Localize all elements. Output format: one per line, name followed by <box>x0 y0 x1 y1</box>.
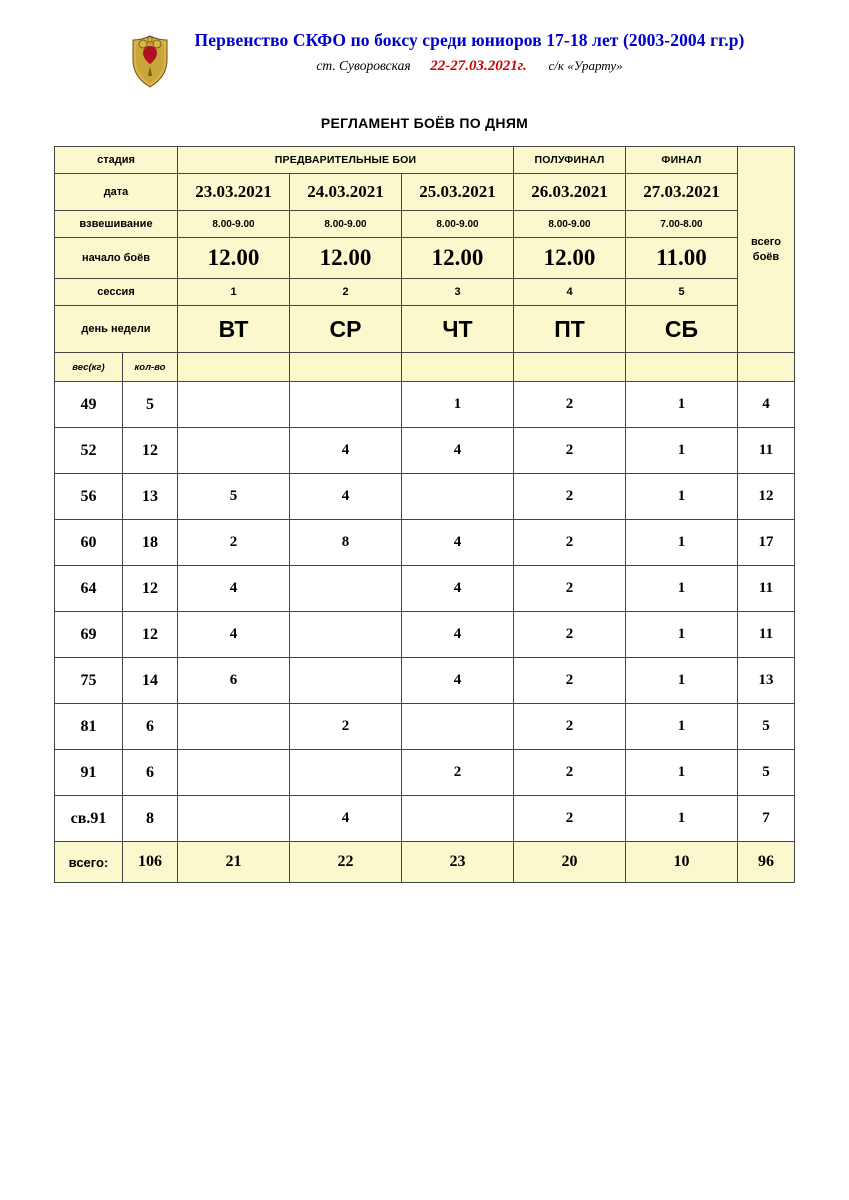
event-title: Первенство СКФО по боксу среди юниоров 17-18 лет (2003-2004 гг.р) <box>194 30 745 50</box>
row-count: 6 <box>122 750 177 796</box>
row-bouts-day3: 4 <box>402 428 514 474</box>
table-row <box>54 566 794 612</box>
row-weight: 56 <box>54 474 122 520</box>
day-start-5: 11.00 <box>626 238 738 279</box>
label-date: дата <box>54 174 177 211</box>
row-bouts-day2 <box>290 566 402 612</box>
row-bouts-day5: 1 <box>626 382 738 428</box>
row-bouts-day3: 4 <box>402 658 514 704</box>
row-bouts-day5: 1 <box>626 520 738 566</box>
bouts-schedule-table <box>54 146 795 883</box>
summary-total: 96 <box>738 842 795 883</box>
row-total: 17 <box>738 520 795 566</box>
table-row-stage <box>54 147 794 174</box>
table-row-summary <box>54 842 794 883</box>
day-weighin-4: 8.00-9.00 <box>514 211 626 238</box>
day-date-2: 24.03.2021 <box>290 174 402 211</box>
summary-day1: 21 <box>178 842 290 883</box>
row-total: 4 <box>738 382 795 428</box>
table-row-date <box>54 174 794 211</box>
row-bouts-day2: 4 <box>290 474 402 520</box>
summary-day3: 23 <box>402 842 514 883</box>
table-row-units <box>54 353 794 382</box>
row-bouts-day4: 2 <box>514 750 626 796</box>
row-bouts-day3: 4 <box>402 566 514 612</box>
label-start: начало боёв <box>54 238 177 279</box>
row-bouts-day3: 4 <box>402 520 514 566</box>
day-date-4: 26.03.2021 <box>514 174 626 211</box>
table-row <box>54 612 794 658</box>
row-bouts-day4: 2 <box>514 612 626 658</box>
event-dates: 22-27.03.2021г. <box>430 58 527 74</box>
units-spacer-3 <box>402 353 514 382</box>
row-bouts-day2 <box>290 612 402 658</box>
row-bouts-day1 <box>178 750 290 796</box>
row-total: 13 <box>738 658 795 704</box>
row-total: 7 <box>738 796 795 842</box>
header-text-block <box>150 30 789 75</box>
units-spacer-5 <box>626 353 738 382</box>
day-start-2: 12.00 <box>290 238 402 279</box>
row-bouts-day2 <box>290 382 402 428</box>
row-bouts-day4: 2 <box>514 658 626 704</box>
row-bouts-day4: 2 <box>514 796 626 842</box>
row-bouts-day3: 4 <box>402 612 514 658</box>
row-bouts-day1 <box>178 382 290 428</box>
row-weight: 91 <box>54 750 122 796</box>
row-count: 12 <box>122 428 177 474</box>
row-bouts-day2 <box>290 750 402 796</box>
row-bouts-day1: 2 <box>178 520 290 566</box>
row-bouts-day2 <box>290 658 402 704</box>
table-row <box>54 474 794 520</box>
row-bouts-day4: 2 <box>514 428 626 474</box>
row-bouts-day3: 1 <box>402 382 514 428</box>
row-bouts-day2: 8 <box>290 520 402 566</box>
units-spacer-1 <box>178 353 290 382</box>
row-bouts-day5: 1 <box>626 750 738 796</box>
summary-day4: 20 <box>514 842 626 883</box>
day-session-4: 4 <box>514 279 626 306</box>
label-stage: стадия <box>54 147 177 174</box>
table-row <box>54 796 794 842</box>
row-bouts-day5: 1 <box>626 566 738 612</box>
table-row-start <box>54 238 794 279</box>
row-count: 12 <box>122 612 177 658</box>
day-start-3: 12.00 <box>402 238 514 279</box>
day-weighin-2: 8.00-9.00 <box>290 211 402 238</box>
day-session-3: 3 <box>402 279 514 306</box>
table-row <box>54 428 794 474</box>
row-weight: 64 <box>54 566 122 612</box>
row-bouts-day2: 4 <box>290 796 402 842</box>
table-row <box>54 382 794 428</box>
day-date-3: 25.03.2021 <box>402 174 514 211</box>
summary-count: 106 <box>122 842 177 883</box>
row-bouts-day3 <box>402 796 514 842</box>
day-session-2: 2 <box>290 279 402 306</box>
day-weekday-1: ВТ <box>178 306 290 353</box>
day-weekday-5: СБ <box>626 306 738 353</box>
units-spacer-4 <box>514 353 626 382</box>
row-bouts-day1 <box>178 428 290 474</box>
document-header <box>0 0 849 95</box>
row-count: 18 <box>122 520 177 566</box>
day-weighin-1: 8.00-9.00 <box>178 211 290 238</box>
row-bouts-day3 <box>402 704 514 750</box>
day-session-5: 5 <box>626 279 738 306</box>
label-weighin: взвешивание <box>54 211 177 238</box>
row-count: 5 <box>122 382 177 428</box>
row-bouts-day4: 2 <box>514 382 626 428</box>
row-weight: 60 <box>54 520 122 566</box>
row-bouts-day5: 1 <box>626 704 738 750</box>
row-total: 11 <box>738 566 795 612</box>
row-weight: 69 <box>54 612 122 658</box>
summary-day2: 22 <box>290 842 402 883</box>
row-bouts-day3 <box>402 474 514 520</box>
stage-final: ФИНАЛ <box>626 147 738 174</box>
row-total: 5 <box>738 750 795 796</box>
row-bouts-day5: 1 <box>626 796 738 842</box>
day-date-1: 23.03.2021 <box>178 174 290 211</box>
label-count: кол-во <box>122 353 177 382</box>
row-bouts-day1 <box>178 796 290 842</box>
total-bouts-header: всего боёв <box>738 147 795 353</box>
row-bouts-day1: 4 <box>178 566 290 612</box>
table-row-weekday <box>54 306 794 353</box>
row-total: 11 <box>738 428 795 474</box>
label-session: сессия <box>54 279 177 306</box>
stage-preliminary: ПРЕДВАРИТЕЛЬНЫЕ БОИ <box>178 147 514 174</box>
label-weekday: день недели <box>54 306 177 353</box>
row-bouts-day1: 5 <box>178 474 290 520</box>
row-bouts-day2: 4 <box>290 428 402 474</box>
event-subtitle <box>150 58 789 75</box>
summary-day5: 10 <box>626 842 738 883</box>
day-date-5: 27.03.2021 <box>626 174 738 211</box>
table-row-weighin <box>54 211 794 238</box>
row-bouts-day4: 2 <box>514 474 626 520</box>
table-row <box>54 520 794 566</box>
row-count: 13 <box>122 474 177 520</box>
table-row <box>54 750 794 796</box>
event-venue: с/к «Урарту» <box>548 58 623 73</box>
row-bouts-day4: 2 <box>514 704 626 750</box>
table-row <box>54 704 794 750</box>
row-total: 11 <box>738 612 795 658</box>
day-weighin-3: 8.00-9.00 <box>402 211 514 238</box>
row-total: 5 <box>738 704 795 750</box>
day-weekday-4: ПТ <box>514 306 626 353</box>
row-bouts-day5: 1 <box>626 428 738 474</box>
row-count: 14 <box>122 658 177 704</box>
row-count: 6 <box>122 704 177 750</box>
row-bouts-day5: 1 <box>626 658 738 704</box>
day-start-4: 12.00 <box>514 238 626 279</box>
day-start-1: 12.00 <box>178 238 290 279</box>
day-weekday-3: ЧТ <box>402 306 514 353</box>
row-bouts-day1: 6 <box>178 658 290 704</box>
row-bouts-day5: 1 <box>626 474 738 520</box>
table-row-session <box>54 279 794 306</box>
row-bouts-day1: 4 <box>178 612 290 658</box>
day-weighin-5: 7.00-8.00 <box>626 211 738 238</box>
row-bouts-day1 <box>178 704 290 750</box>
label-weight: вес(кг) <box>54 353 122 382</box>
units-spacer-2 <box>290 353 402 382</box>
row-bouts-day4: 2 <box>514 566 626 612</box>
row-weight: 75 <box>54 658 122 704</box>
day-session-1: 1 <box>178 279 290 306</box>
table-row <box>54 658 794 704</box>
event-place: ст. Суворовская <box>316 58 411 73</box>
row-bouts-day5: 1 <box>626 612 738 658</box>
stage-semifinal: ПОЛУФИНАЛ <box>514 147 626 174</box>
row-bouts-day2: 2 <box>290 704 402 750</box>
summary-label: всего: <box>54 842 122 883</box>
units-spacer-total <box>738 353 795 382</box>
row-count: 8 <box>122 796 177 842</box>
row-total: 12 <box>738 474 795 520</box>
day-weekday-2: СР <box>290 306 402 353</box>
row-bouts-day4: 2 <box>514 520 626 566</box>
page-title: РЕГЛАМЕНТ БОЁВ ПО ДНЯМ <box>320 115 529 131</box>
row-weight: 81 <box>54 704 122 750</box>
row-weight: 49 <box>54 382 122 428</box>
row-bouts-day3: 2 <box>402 750 514 796</box>
row-weight: св.91 <box>54 796 122 842</box>
row-count: 12 <box>122 566 177 612</box>
row-weight: 52 <box>54 428 122 474</box>
